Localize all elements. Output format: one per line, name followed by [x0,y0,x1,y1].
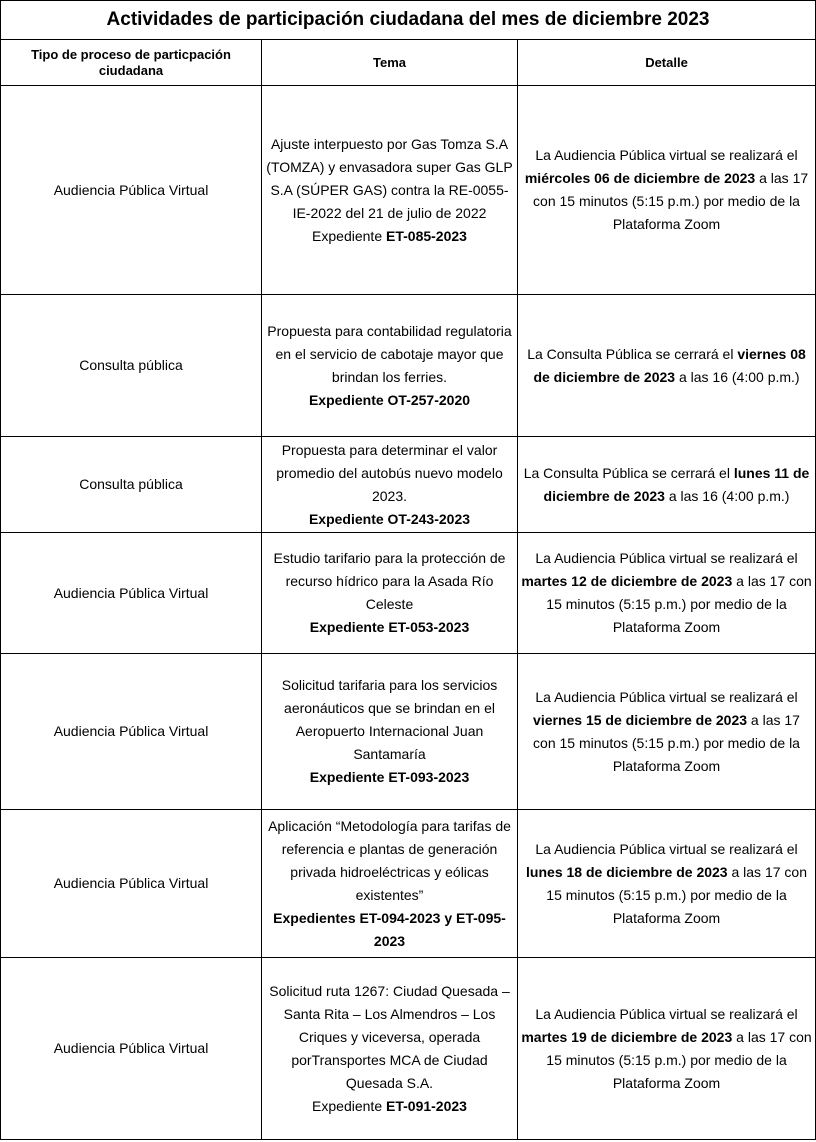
tipo-cell: Consulta pública [1,295,262,437]
expediente-number: Expediente OT-257-2020 [308,391,471,408]
table-row [1,295,816,437]
table-row [1,437,816,533]
expediente-prefix: Expediente [312,1097,386,1114]
expediente-number: Expediente ET-053-2023 [309,619,470,635]
table-row [1,810,816,958]
detalle-text-end: a las 17 con 15 minutos (5:15 p.m.) por medio de la Plataforma Zoom [533,711,800,774]
detalle-cell [518,533,816,654]
detalle-text: La Audiencia Pública virtual se realizará el [535,1005,798,1022]
tema-cell [262,654,518,810]
detalle-text: La Audiencia Pública virtual se realizará el [535,147,798,163]
header-tipo: Tipo de proceso de particpación ciudadana [1,40,262,86]
detalle-text: La Audiencia Pública virtual se realizará el [535,550,798,566]
detalle-text: La Audiencia Pública virtual se realizará el [535,688,798,705]
detalle-date: martes 12 de diciembre de 2023 [521,573,733,589]
expediente-prefix: Expediente [312,227,386,244]
title-row [1,1,816,40]
detalle-text-end: a las 17 con 15 minutos (5:15 p.m.) por medio de la Plataforma Zoom [546,1028,812,1091]
tema-text: Solicitud ruta 1267: Ciudad Quesada – Santa Rita – Los Almendros – Los Criques y viceversa, operada porTransportes MCA de Ciudad Quesada S.A. [269,982,510,1091]
tema-cell [262,295,518,437]
header-tema: Tema [262,40,518,86]
tema-cell [262,86,518,295]
detalle-cell [518,810,816,958]
detalle-cell [518,295,816,437]
tema-text: Solicitud tarifaria para los servicios aeronáuticos que se brindan en el Aeropuerto Internacional Juan Santamaría [281,677,498,762]
header-row [1,40,816,86]
expediente-number: ET-085-2023 [386,227,467,244]
tema-cell [262,958,518,1140]
tipo-cell: Audiencia Pública Virtual [1,86,262,295]
tema-text: Ajuste interpuesto por Gas Tomza S.A (TOMZA) y envasadora super Gas GLP S.A (SÚPER GAS) contra la RE-0055-IE-2022 del 21 de julio de 2022 [266,135,513,221]
detalle-date: viernes 08 de diciembre de 2023 [533,345,806,385]
tema-text: Propuesta para determinar el valor promedio del autobús nuevo modelo 2023. [276,441,503,504]
table-row [1,86,816,295]
expediente-number: ET-091-2023 [386,1097,467,1114]
detalle-text: La Audiencia Pública virtual se realizará el [535,840,798,857]
tipo-cell: Audiencia Pública Virtual [1,654,262,810]
detalle-date: lunes 11 de diciembre de 2023 [543,464,810,504]
detalle-text-end: a las 17 con 15 minutos (5:15 p.m.) por medio de la Plataforma Zoom [533,170,809,232]
detalle-text-end: a las 16 (4:00 p.m.) [675,368,800,385]
tema-cell [262,533,518,654]
detalle-cell [518,437,816,533]
detalle-cell [518,958,816,1140]
table-row [1,533,816,654]
detalle-cell [518,86,816,295]
table-row [1,958,816,1140]
expediente-number: Expedientes ET-094-2023 y ET-095-2023 [273,909,506,949]
detalle-text-end: a las 17 con 15 minutos (5:15 p.m.) por medio de la Plataforma Zoom [546,863,807,926]
expediente-number: Expediente ET-093-2023 [309,769,470,785]
tipo-cell: Consulta pública [1,437,262,533]
detalle-text-end: a las 17 con 15 minutos (5:15 p.m.) por medio de la Plataforma Zoom [546,573,812,635]
detalle-cell [518,654,816,810]
tema-cell [262,810,518,958]
detalle-date: martes 19 de diciembre de 2023 [521,1028,733,1045]
table-row [1,654,816,810]
detalle-text: La Consulta Pública se cerrará el [523,464,734,481]
tema-cell [262,437,518,533]
tema-text: Aplicación “Metodología para tarifas de referencia e plantas de generación privada hidroeléctricas y eólicas existentes” [268,817,511,903]
detalle-date: lunes 18 de diciembre de 2023 [526,863,728,880]
detalle-date: miércoles 06 de diciembre de 2023 [524,170,756,186]
tipo-cell: Audiencia Pública Virtual [1,533,262,654]
tema-text: Estudio tarifario para la protección de recurso hídrico para la Asada Río Celeste [273,550,506,612]
detalle-date: viernes 15 de diciembre de 2023 [533,711,748,728]
detalle-text: La Consulta Pública se cerrará el [527,345,738,362]
expediente-number: Expediente OT-243-2023 [308,510,471,527]
tipo-cell: Audiencia Pública Virtual [1,810,262,958]
detalle-text-end: a las 16 (4:00 p.m.) [664,487,790,504]
header-detalle: Detalle [518,40,816,86]
tema-text: Propuesta para contabilidad regulatoria en el servicio de cabotaje mayor que brindan los ferries. [267,322,512,385]
tipo-cell: Audiencia Pública Virtual [1,958,262,1140]
table-title: Actividades de participación ciudadana del mes de diciembre 2023 [1,1,816,40]
